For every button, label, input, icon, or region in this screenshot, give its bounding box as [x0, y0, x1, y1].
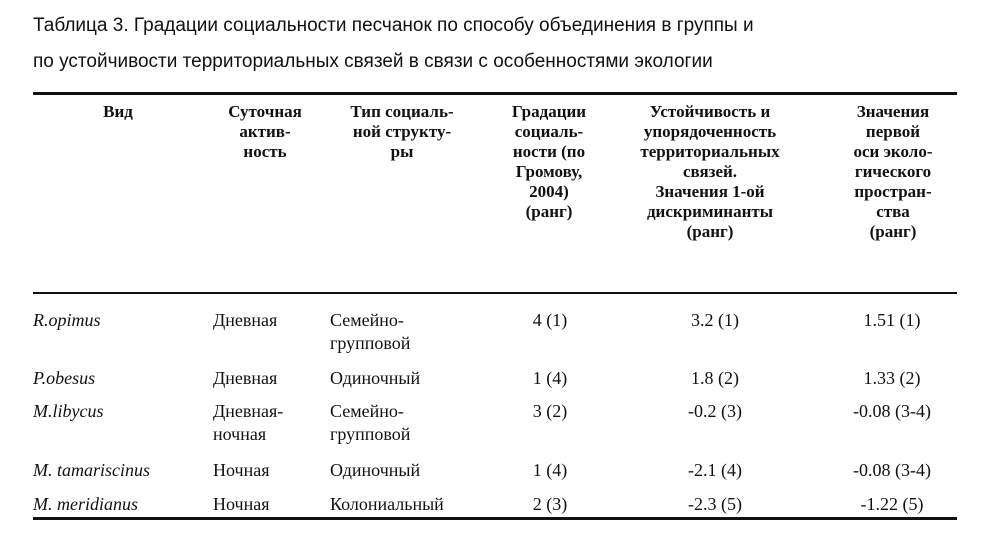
header-line: упорядоченность: [643, 122, 777, 141]
stability-cell: -2.3 (5): [688, 494, 742, 514]
header-line: связей.: [682, 162, 738, 181]
activity-line: Дневная: [213, 368, 278, 388]
species-cell: M. tamariscinus: [33, 460, 150, 480]
activity-line: Ночная: [213, 494, 270, 514]
ecoaxis-cell: -0.08 (3-4): [853, 401, 931, 421]
activity-cell: [213, 459, 270, 482]
header-line: ства: [876, 202, 910, 221]
activity-cell: [213, 493, 270, 516]
header-line: Значения 1-ой: [655, 182, 765, 201]
header-line: ность: [243, 142, 287, 161]
header-line: актив-: [239, 122, 291, 141]
structure-line: Одиночный: [330, 460, 421, 480]
species-cell: M.libycus: [33, 401, 104, 421]
ecoaxis-cell: -1.22 (5): [860, 494, 924, 514]
structure-line: Колониальный: [330, 494, 444, 514]
activity-cell: [213, 367, 277, 390]
header-gradation: [487, 102, 611, 222]
gradation-cell: 1 (4): [532, 368, 568, 388]
header-line: (ранг): [525, 202, 573, 221]
structure-line: Одиночный: [330, 368, 421, 388]
structure-line: Семейно-: [330, 310, 404, 330]
header-line: 2004): [529, 182, 569, 201]
caption-line-1: Таблица 3. Градации социальности песчанок по способу объединения в группы и: [33, 15, 754, 36]
gradation-cell: 3 (2): [532, 401, 568, 421]
table-top-rule: [33, 92, 957, 95]
header-line: первой: [865, 122, 921, 141]
header-stability: [610, 102, 810, 242]
header-line: дискриминанты: [646, 202, 774, 221]
header-line: ности (по: [512, 142, 586, 161]
activity-cell: [213, 309, 277, 332]
header-line: оси эколо-: [853, 142, 933, 161]
structure-cell: [330, 309, 410, 355]
header-line: гического: [854, 162, 932, 181]
header-line: Значения: [856, 102, 930, 121]
gradation-cell: 2 (3): [532, 494, 568, 514]
gradation-cell: 4 (1): [532, 310, 568, 330]
structure-line: Семейно-: [330, 401, 404, 421]
stability-cell: 3.2 (1): [691, 310, 739, 330]
structure-cell: [330, 400, 410, 446]
header-species: [68, 102, 168, 122]
caption-line-2: по устойчивости территориальных связей в связи с особенностями экологии: [33, 51, 713, 72]
structure-cell: [330, 459, 420, 482]
header-line: Суточная: [228, 102, 302, 121]
header-line: ной структу-: [352, 122, 452, 141]
gradation-cell: 1 (4): [532, 460, 568, 480]
header-structure: [322, 102, 482, 162]
species-cell: R.opimus: [33, 310, 101, 330]
activity-cell: [213, 400, 283, 446]
ecoaxis-cell: 1.33 (2): [863, 368, 921, 388]
header-line: Градации: [511, 102, 587, 121]
header-ecoaxis: [818, 102, 968, 242]
stability-cell: -0.2 (3): [688, 401, 742, 421]
header-line: простран-: [854, 182, 932, 201]
header-line: социаль-: [514, 122, 584, 141]
header-line: территориальных: [640, 142, 780, 161]
activity-line: Ночная: [213, 460, 270, 480]
header-bottom-rule: [33, 292, 957, 294]
header-line: Громову,: [515, 162, 583, 181]
activity-line: Дневная-: [213, 401, 284, 421]
header-line: Устойчивость и: [649, 102, 771, 121]
structure-cell: [330, 493, 444, 516]
table-caption: [33, 8, 973, 80]
header-line: (ранг): [869, 222, 917, 241]
species-cell: P.obesus: [33, 368, 96, 388]
species-cell: M. meridianus: [33, 494, 138, 514]
header-line: (ранг): [686, 222, 734, 241]
structure-line: групповой: [330, 333, 411, 353]
activity-line: Дневная: [213, 310, 278, 330]
ecoaxis-cell: -0.08 (3-4): [853, 460, 931, 480]
header-activity: [200, 102, 330, 162]
activity-line: ночная: [213, 424, 267, 444]
header-line: Тип социаль-: [350, 102, 454, 121]
structure-line: групповой: [330, 424, 411, 444]
structure-cell: [330, 367, 420, 390]
stability-cell: 1.8 (2): [691, 368, 739, 388]
ecoaxis-cell: 1.51 (1): [863, 310, 921, 330]
header-line: Вид: [103, 102, 133, 121]
table-bottom-rule: [33, 517, 957, 520]
stability-cell: -2.1 (4): [688, 460, 742, 480]
header-line: ры: [390, 142, 414, 161]
